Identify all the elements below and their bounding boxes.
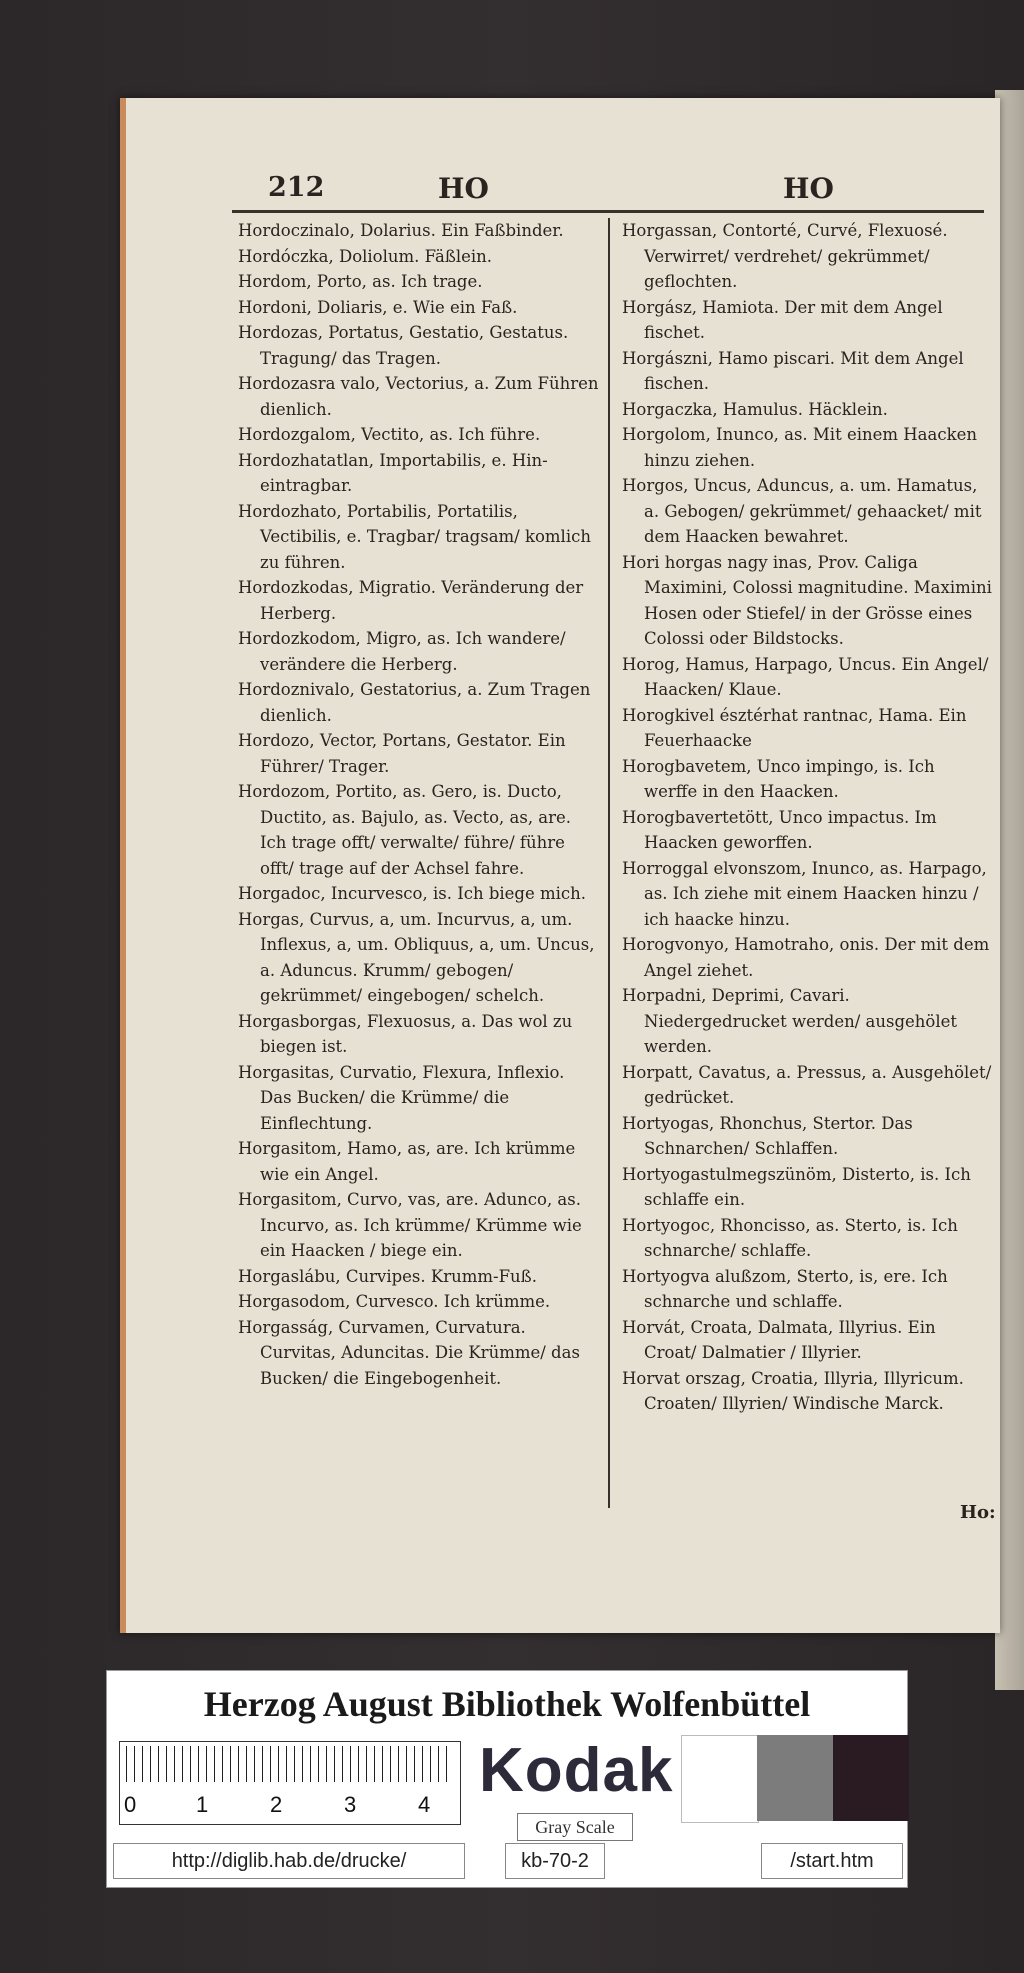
dictionary-entry: Horroggal elvonszom, Inunco, as. Harpago, as. Ich ziehe mit einem Haacken hinzu / ich haacke hinzu. [622,858,987,929]
ruler-number: 3 [344,1792,357,1817]
dictionary-entry: Horgász, Hamiota. Der mit dem Angel fischet. [622,297,943,342]
kodak-logo: Kodak [479,1736,674,1805]
ruler-number: 4 [418,1792,431,1817]
dictionary-entry: Horogvonyo, Hamotraho, onis. Der mit dem Angel ziehet. [622,935,990,980]
header-rule [232,210,984,213]
ruler [119,1741,461,1825]
dictionary-entry: Hordozgalom, Vectito, as. Ich führe. [238,425,541,444]
dictionary-entry: Horgaczka, Hamulus. Häcklein. [622,399,888,419]
dictionary-entry: Hordóczka, Doliolum. Fäßlein. [238,246,493,266]
dictionary-entry: Hordoni, Doliaris, e. Wie ein Faß. [238,297,518,317]
right-column [622,218,992,1417]
dictionary-entry: Hordozhato, Portabilis, Portatilis, Vectibilis, e. Tragbar/ tragsam/ komlich zu führen. [238,501,591,572]
dictionary-entry: Horgolom, Inunco, as. Mit einem Haacken hinzu ziehen. [622,425,977,470]
dictionary-entry: Horgasság, Curvamen, Curvatura. Curvitas, Aduncitas. Die Krümme/ das Bucken/ die Eingebogenheit. [238,1317,580,1388]
dictionary-entry: Hordoczinalo, Dolarius. Ein Faßbinder. [238,221,564,240]
dictionary-entry: Hortyogva alußzom, Sterto, is, ere. Ich schnarche und schlaffe. [622,1266,948,1311]
dictionary-entry: Horgasborgas, Flexuosus, a. Das wol zu biegen ist. [238,1011,573,1056]
dictionary-entry: Horog, Hamus, Harpago, Uncus. Ein Angel/ Haacken/ Klaue. [622,654,989,699]
dictionary-entry: Hordoznivalo, Gestatorius, a. Zum Tragen dienlich. [238,680,591,725]
dictionary-entry: Hordozasra valo, Vectorius, a. Zum Führen dienlich. [238,374,599,419]
dictionary-entry: Hori horgas nagy inas, Prov. Caliga Maximini, Colossi magnitudine. Maximini Hosen oder Stiefel/ in der Grösse eines Colossi oder Bildstocks. [622,552,992,648]
url-label: http://diglib.hab.de/drucke/ [113,1843,465,1879]
left-running-head: HO [438,172,489,205]
dictionary-entry: Hordom, Porto, as. Ich trage. [238,272,483,291]
dictionary-entry: Horgaslábu, Curvipes. Krumm-Fuß. [238,1266,537,1286]
dictionary-entry: Hortyogas, Rhonchus, Stertor. Das Schnarchen/ Schlaffen. [622,1113,913,1158]
ruler-number: 0 [124,1792,137,1817]
dictionary-entry: Horogbavertetött, Unco impactus. Im Haacken geworffen. [622,807,937,852]
dictionary-entry: Hordozkodom, Migro, as. Ich wandere/ verändere die Herberg. [238,629,566,674]
shelfmark-label: kb-70-2 [505,1843,605,1879]
dictionary-entry: Horpatt, Cavatus, a. Pressus, a. Ausgehölet/ gedrücket. [622,1062,992,1107]
black-swatch [833,1735,909,1821]
dictionary-entry: Horgasitom, Hamo, as, are. Ich krümme wie ein Angel. [238,1139,576,1184]
dictionary-entry: Hordozo, Vector, Portans, Gestator. Ein Führer/ Trager. [238,731,566,776]
white-swatch [681,1735,759,1823]
right-running-head: HO [783,172,834,205]
page-number: 212 [268,172,325,203]
catchword: Ho: [960,1502,996,1523]
column-divider [608,218,610,1508]
dictionary-entry: Horgadoc, Incurvesco, is. Ich biege mich. [238,884,587,903]
library-title: Herzog August Bibliothek Wolfenbüttel [203,1684,811,1724]
dictionary-entry: Horgasodom, Curvesco. Ich krümme. [238,1292,551,1311]
dictionary-entry: Horvát, Croata, Dalmata, Illyrius. Ein Croat/ Dalmatier / Illyrier. [622,1317,936,1362]
dictionary-entry: Horogbavetem, Unco impingo, is. Ich werffe in den Haacken. [622,756,935,801]
dictionary-entry: Hordozom, Portito, as. Gero, is. Ducto, Ductito, as. Bajulo, as. Vecto, as, are. Ich trage offt/ verwalte/ führe/ führe offt/ trage auf der Achsel fahre. [238,782,572,878]
dictionary-entry: Horgasitom, Curvo, vas, are. Adunco, as. Incurvo, as. Ich krümme/ Krümme wie ein Haacken / biege ein. [238,1190,582,1260]
dictionary-entry: Horpadni, Deprimi, Cavari. Niedergedrucket werden/ ausgehölet werden. [622,986,958,1056]
gray-scale-label: Gray Scale [517,1813,633,1841]
start-label: /start.htm [761,1843,903,1879]
dictionary-entry: Hordozas, Portatus, Gestatio, Gestatus. Tragung/ das Tragen. [238,323,569,368]
dictionary-entry: Hordozhatatlan, Importabilis, e. Hin-eintragbar. [238,450,548,495]
color-target-card [106,1670,908,1888]
dictionary-entry: Horgas, Curvus, a, um. Incurvus, a, um. Inflexus, a, um. Obliquus, a, um. Uncus, a. Aduncus. Krumm/ gebogen/ gekrümmet/ eingebogen/ schelch. [238,909,595,1005]
dictionary-entry: Horogkivel észtérhat rantnac, Hama. Ein Feuerhaacke [622,705,967,750]
dictionary-entry: Horgasitas, Curvatio, Flexura, Inflexio. Das Bucken/ die Krümme/ die Einflechtung. [238,1062,565,1133]
dictionary-entry: Hordozkodas, Migratio. Veränderung der Herberg. [238,578,584,623]
ruler-ticks [126,1746,454,1782]
dictionary-entry: Horvat orszag, Croatia, Illyria, Illyricum. Croaten/ Illyrien/ Windische Marck. [622,1368,964,1413]
dictionary-entry: Horgassan, Contorté, Curvé, Flexuosé. Verwirret/ verdrehet/ gekrümmet/ geflochten. [622,221,948,291]
dictionary-entry: Hortyogoc, Rhoncisso, as. Sterto, is. Ich schnarche/ schlaffe. [622,1215,958,1260]
dictionary-entry: Horgos, Uncus, Aduncus, a. um. Hamatus, a. Gebogen/ gekrümmet/ gehaacket/ mit dem Haacken bewahret. [622,476,982,546]
ruler-number: 2 [270,1792,283,1817]
gray-swatch [757,1735,833,1821]
left-column [238,218,600,1391]
dictionary-entry: Hortyogastulmegszünöm, Disterto, is. Ich schlaffe ein. [622,1164,971,1209]
ruler-number: 1 [196,1792,209,1817]
dictionary-entry: Horgászni, Hamo piscari. Mit dem Angel fischen. [622,348,964,393]
